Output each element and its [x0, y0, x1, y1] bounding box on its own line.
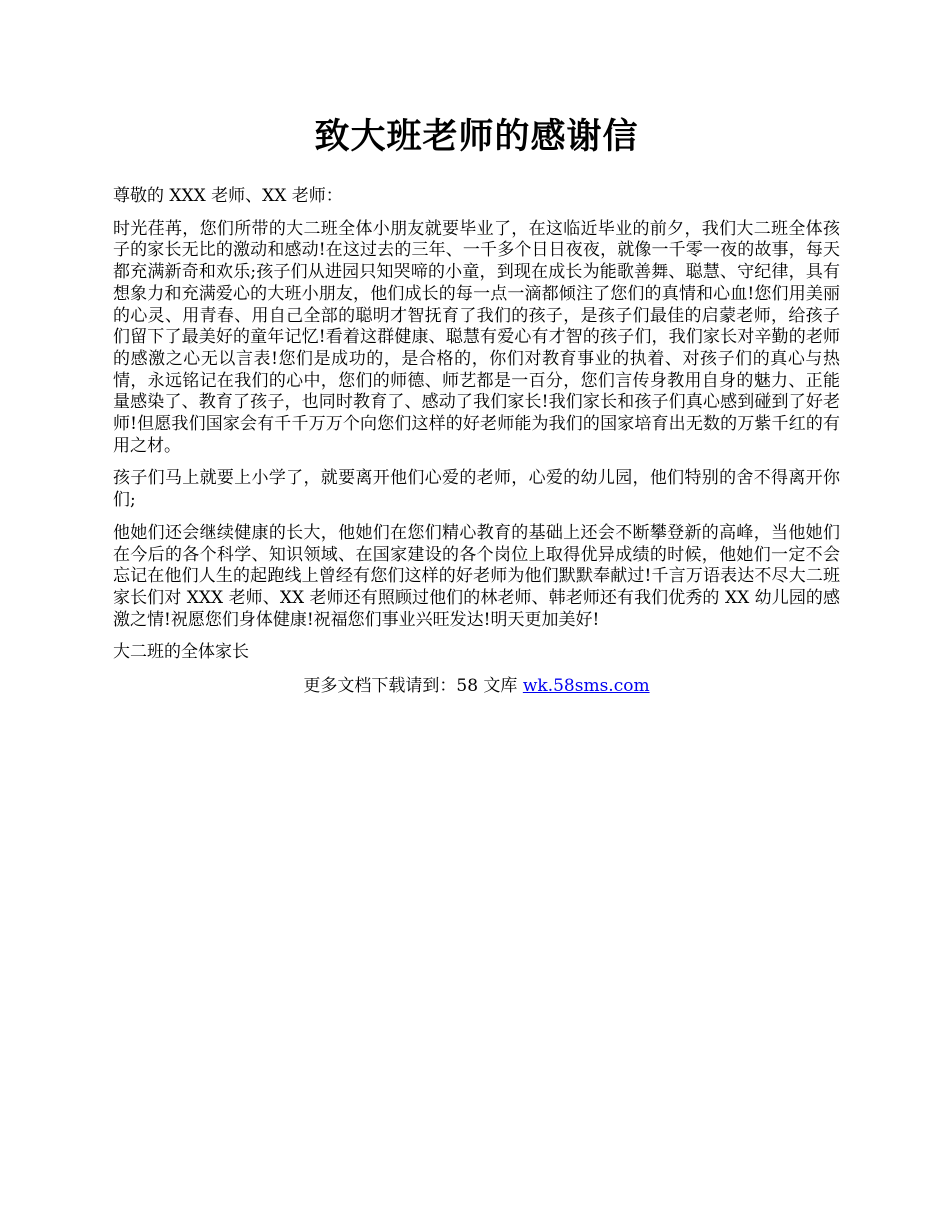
salutation: 尊敬的 XXX 老师、XX 老师：: [113, 186, 343, 206]
footer-prefix: 更多文档下载请到：58 文库: [303, 676, 523, 697]
signature: 大二班的全体家长: [113, 642, 249, 663]
document-title: 致大班老师的感谢信: [314, 116, 639, 157]
download-link[interactable]: wk.58sms.com: [522, 676, 650, 697]
paragraph-3: 他她们还会继续健康的长大，他她们在您们精心教育的基础上还会不断攀登新的高峰，当他她们在今后的各个科学、知识领域、在国家建设的各个岗位上取得优异成绩的时候，他她们一定不会忘记在他们人生的起跑线上曾经有您们这样的好老师为他们默默奉献过!千言万语表达不尽大二班家长们对 XXX 老师、XX 老师还有照顾过他们的林老师、韩老师还有我们优秀的 XX 幼儿园的感激之情!祝愿您们身体健康!祝福您们事业兴旺发达!明天更加美好!: [113, 522, 840, 630]
paragraph-2: 孩子们马上就要上小学了，就要离开他们心爱的老师，心爱的幼儿园，他们特别的舍不得离开你们;: [113, 468, 840, 511]
paragraph-1: 时光荏苒，您们所带的大二班全体小朋友就要毕业了，在这临近毕业的前夕，我们大二班全体孩子的家长无比的激动和感动!在这过去的三年、一千多个日日夜夜，就像一千零一夜的故事，每天都充满新奇和欢乐;孩子们从进园只知哭啼的小童，到现在成长为能歌善舞、聪慧、守纪律，具有想象力和充满爱心的大班小朋友，他们成长的每一点一滴都倾注了您们的真情和心血!您们用美丽的心灵、用青春、用自己全部的聪明才智抚育了我们的孩子，是孩子们最佳的启蒙老师，给孩子们留下了最美好的童年记忆!看着这群健康、聪慧有爱心有才智的孩子们，我们家长对辛勤的老师的感激之心无以言表!您们是成功的，是合格的，你们对教育事业的执着、对孩子们的真心与热情，永远铭记在我们的心中，您们的师德、师艺都是一百分，您们言传身教用自身的魅力、正能量感染了、教育了孩子，也同时教育了、感动了我们家长!我们家长和孩子们真心感到碰到了好老师!但愿我们国家会有千千万万个向您们这样的好老师能为我们的国家培育出无数的万紫千红的有用之材。: [113, 218, 840, 456]
document-page: [113, 112, 840, 697]
download-footer: [113, 675, 840, 697]
